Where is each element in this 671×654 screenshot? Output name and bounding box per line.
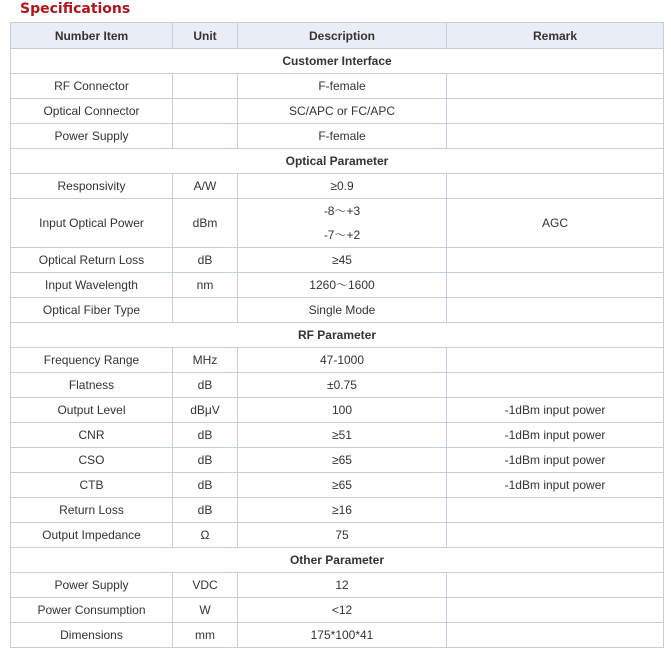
description-cell bbox=[238, 199, 447, 248]
remark-cell: AGC bbox=[447, 199, 664, 248]
table-row bbox=[11, 423, 664, 448]
remark-cell bbox=[447, 498, 664, 523]
item-cell: Input Wavelength bbox=[11, 273, 173, 298]
column-header-unit: Unit bbox=[173, 23, 238, 49]
item-cell: Power Supply bbox=[11, 573, 173, 598]
item-cell: Optical Fiber Type bbox=[11, 298, 173, 323]
table-row bbox=[11, 248, 664, 273]
remark-cell bbox=[447, 373, 664, 398]
section-title: Other Parameter bbox=[11, 548, 664, 573]
description-cell: ≥65 bbox=[238, 473, 447, 498]
item-cell: Output Impedance bbox=[11, 523, 173, 548]
description-cell: F-female bbox=[238, 124, 447, 149]
table-body bbox=[11, 49, 664, 648]
remark-cell bbox=[447, 598, 664, 623]
item-cell: CNR bbox=[11, 423, 173, 448]
remark-cell bbox=[447, 174, 664, 199]
table-row bbox=[11, 623, 664, 648]
description-cell: 75 bbox=[238, 523, 447, 548]
description-cell: 12 bbox=[238, 573, 447, 598]
item-cell: RF Connector bbox=[11, 74, 173, 99]
description-cell: SC/APC or FC/APC bbox=[238, 99, 447, 124]
section-row bbox=[11, 49, 664, 74]
unit-cell: VDC bbox=[173, 573, 238, 598]
unit-cell: A/W bbox=[173, 174, 238, 199]
description-cell: F-female bbox=[238, 74, 447, 99]
table-row bbox=[11, 598, 664, 623]
item-cell: CTB bbox=[11, 473, 173, 498]
section-title: Optical Parameter bbox=[11, 149, 664, 174]
description-cell: 175*100*41 bbox=[238, 623, 447, 648]
item-cell: Optical Return Loss bbox=[11, 248, 173, 273]
description-cell: ≥45 bbox=[238, 248, 447, 273]
remark-cell: -1dBm input power bbox=[447, 398, 664, 423]
description-cell: <12 bbox=[238, 598, 447, 623]
table-row bbox=[11, 298, 664, 323]
remark-cell bbox=[447, 573, 664, 598]
table-row bbox=[11, 348, 664, 373]
table-row bbox=[11, 498, 664, 523]
section-row bbox=[11, 149, 664, 174]
table-row bbox=[11, 74, 664, 99]
unit-cell: dB bbox=[173, 248, 238, 273]
table-row bbox=[11, 273, 664, 298]
unit-cell: dB bbox=[173, 448, 238, 473]
description-line: -7～+2 bbox=[323, 228, 361, 242]
unit-cell bbox=[173, 124, 238, 149]
description-cell: 1260～1600 bbox=[238, 273, 447, 298]
remark-cell bbox=[447, 523, 664, 548]
remark-cell: -1dBm input power bbox=[447, 473, 664, 498]
remark-cell bbox=[447, 74, 664, 99]
description-line: -8～+3 bbox=[323, 204, 361, 218]
item-cell: Optical Connector bbox=[11, 99, 173, 124]
remark-cell: -1dBm input power bbox=[447, 423, 664, 448]
remark-cell bbox=[447, 248, 664, 273]
description-cell: 47-1000 bbox=[238, 348, 447, 373]
column-header-remark: Remark bbox=[447, 23, 664, 49]
unit-cell: mm bbox=[173, 623, 238, 648]
remark-cell bbox=[447, 273, 664, 298]
table-row bbox=[11, 523, 664, 548]
item-cell: Return Loss bbox=[11, 498, 173, 523]
table-row bbox=[11, 99, 664, 124]
unit-cell: nm bbox=[173, 273, 238, 298]
unit-cell: dB bbox=[173, 498, 238, 523]
table-row bbox=[11, 398, 664, 423]
item-cell: Dimensions bbox=[11, 623, 173, 648]
column-header-number-item: Number Item bbox=[11, 23, 173, 49]
unit-cell bbox=[173, 74, 238, 99]
unit-cell: dBμV bbox=[173, 398, 238, 423]
section-title: Customer Interface bbox=[11, 49, 664, 74]
item-cell: Power Supply bbox=[11, 124, 173, 149]
unit-cell bbox=[173, 99, 238, 124]
unit-cell: Ω bbox=[173, 523, 238, 548]
description-cell: ≥16 bbox=[238, 498, 447, 523]
unit-cell bbox=[173, 298, 238, 323]
description-cell: ≥65 bbox=[238, 448, 447, 473]
table-row bbox=[11, 199, 664, 248]
description-cell: Single Mode bbox=[238, 298, 447, 323]
section-row bbox=[11, 323, 664, 348]
page-title: Specifications bbox=[20, 1, 131, 17]
remark-cell bbox=[447, 298, 664, 323]
remark-cell bbox=[447, 99, 664, 124]
section-row bbox=[11, 548, 664, 573]
unit-cell: dB bbox=[173, 473, 238, 498]
remark-cell bbox=[447, 124, 664, 149]
item-cell: Input Optical Power bbox=[11, 199, 173, 248]
description-cell: 100 bbox=[238, 398, 447, 423]
table-row bbox=[11, 373, 664, 398]
description-cell: ±0.75 bbox=[238, 373, 447, 398]
unit-cell: dB bbox=[173, 423, 238, 448]
unit-cell: dB bbox=[173, 373, 238, 398]
table-row bbox=[11, 124, 664, 149]
table-row bbox=[11, 573, 664, 598]
column-header-description: Description bbox=[238, 23, 447, 49]
table-row bbox=[11, 448, 664, 473]
table-row bbox=[11, 174, 664, 199]
item-cell: Output Level bbox=[11, 398, 173, 423]
unit-cell: MHz bbox=[173, 348, 238, 373]
table-row bbox=[11, 473, 664, 498]
unit-cell: dBm bbox=[173, 199, 238, 248]
item-cell: Frequency Range bbox=[11, 348, 173, 373]
item-cell: CSO bbox=[11, 448, 173, 473]
description-cell: ≥0.9 bbox=[238, 174, 447, 199]
table-header-row bbox=[11, 23, 664, 49]
item-cell: Flatness bbox=[11, 373, 173, 398]
item-cell: Responsivity bbox=[11, 174, 173, 199]
unit-cell: W bbox=[173, 598, 238, 623]
remark-cell: -1dBm input power bbox=[447, 448, 664, 473]
remark-cell bbox=[447, 348, 664, 373]
description-cell: ≥51 bbox=[238, 423, 447, 448]
section-title: RF Parameter bbox=[11, 323, 664, 348]
item-cell: Power Consumption bbox=[11, 598, 173, 623]
remark-cell bbox=[447, 623, 664, 648]
specifications-table bbox=[10, 22, 664, 648]
